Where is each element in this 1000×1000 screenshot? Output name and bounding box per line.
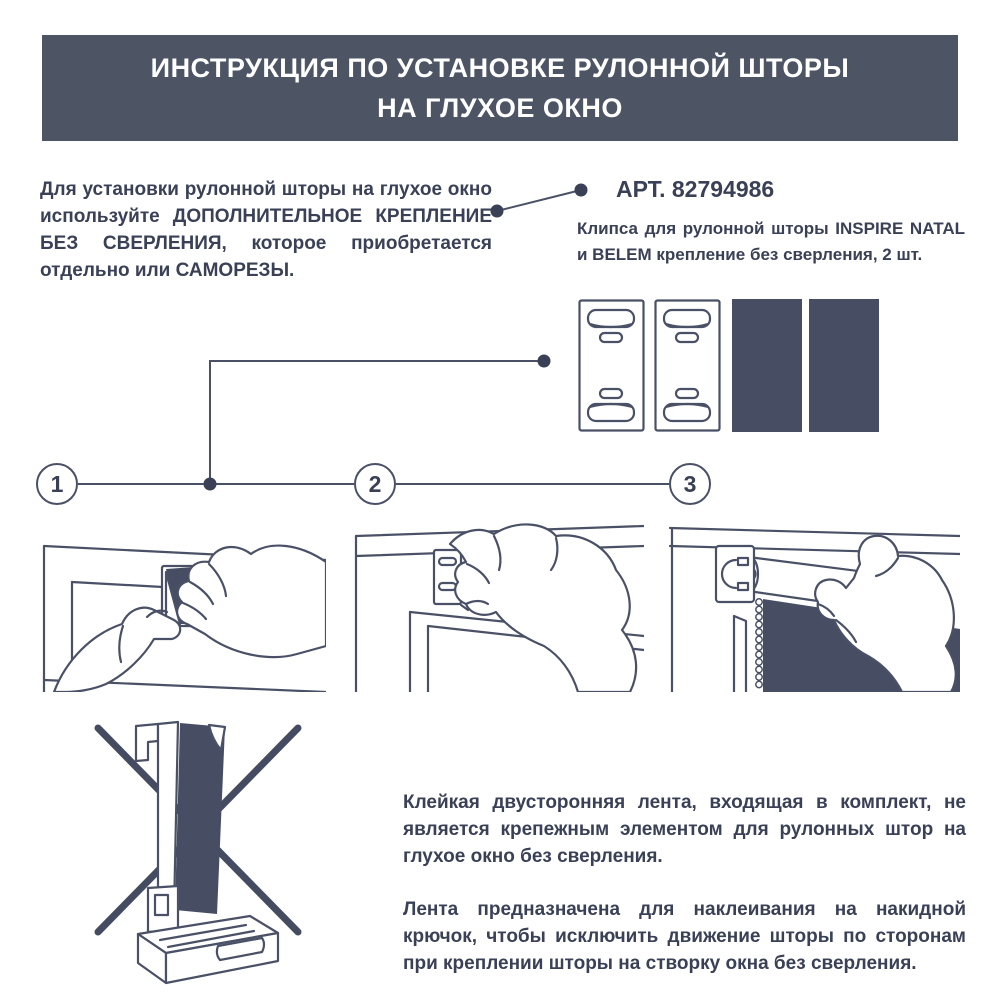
title-banner bbox=[42, 35, 958, 141]
article-number: АРТ. 82794986 bbox=[616, 176, 775, 202]
clip-outline-icon bbox=[578, 299, 645, 432]
no-tape-mounting-illustration bbox=[70, 702, 325, 985]
step-3-badge: 3 bbox=[669, 463, 711, 505]
adhesive-pad-icon bbox=[809, 299, 879, 432]
step-1-badge: 1 bbox=[36, 463, 78, 505]
step-3-illustration-hang-blind bbox=[664, 520, 960, 692]
bead-chain bbox=[756, 599, 762, 688]
step-2-illustration-press-clip bbox=[348, 520, 644, 692]
warning-paragraph-2: Лента предназначена для наклеивания на накидной крючок, чтобы исключить движение шторы по сторонам при креплении шторы на створку окна без сверления. bbox=[403, 899, 966, 974]
title-line-2: НА ГЛУХОЕ ОКНО bbox=[377, 93, 623, 123]
adhesive-pad-icon bbox=[732, 299, 802, 432]
step-1-illustration-peel-tape bbox=[30, 520, 326, 692]
product-description: Клипса для рулонной шторы INSPIRE NATAL и BELEM крепление без сверления, 2 шт. bbox=[577, 219, 965, 264]
step-2-badge: 2 bbox=[354, 463, 396, 505]
clip-outline-icon bbox=[654, 299, 721, 432]
title-line-1: ИНСТРУКЦИЯ ПО УСТАНОВКЕ РУЛОННОЙ ШТОРЫ bbox=[150, 53, 850, 83]
warning-paragraph-1: Клейкая двусторонняя лента, входящая в комплект, не является крепежным элементом для рулонных штор на глухое окно без сверления. bbox=[403, 792, 966, 867]
intro-paragraph: Для установки рулонной шторы на глухое окно используйте ДОПОЛНИТЕЛЬНОЕ КРЕПЛЕНИЕ БЕЗ СВЕРЛЕНИЯ, которое приобретается отдельно или САМОРЕЗЫ. bbox=[40, 179, 492, 281]
